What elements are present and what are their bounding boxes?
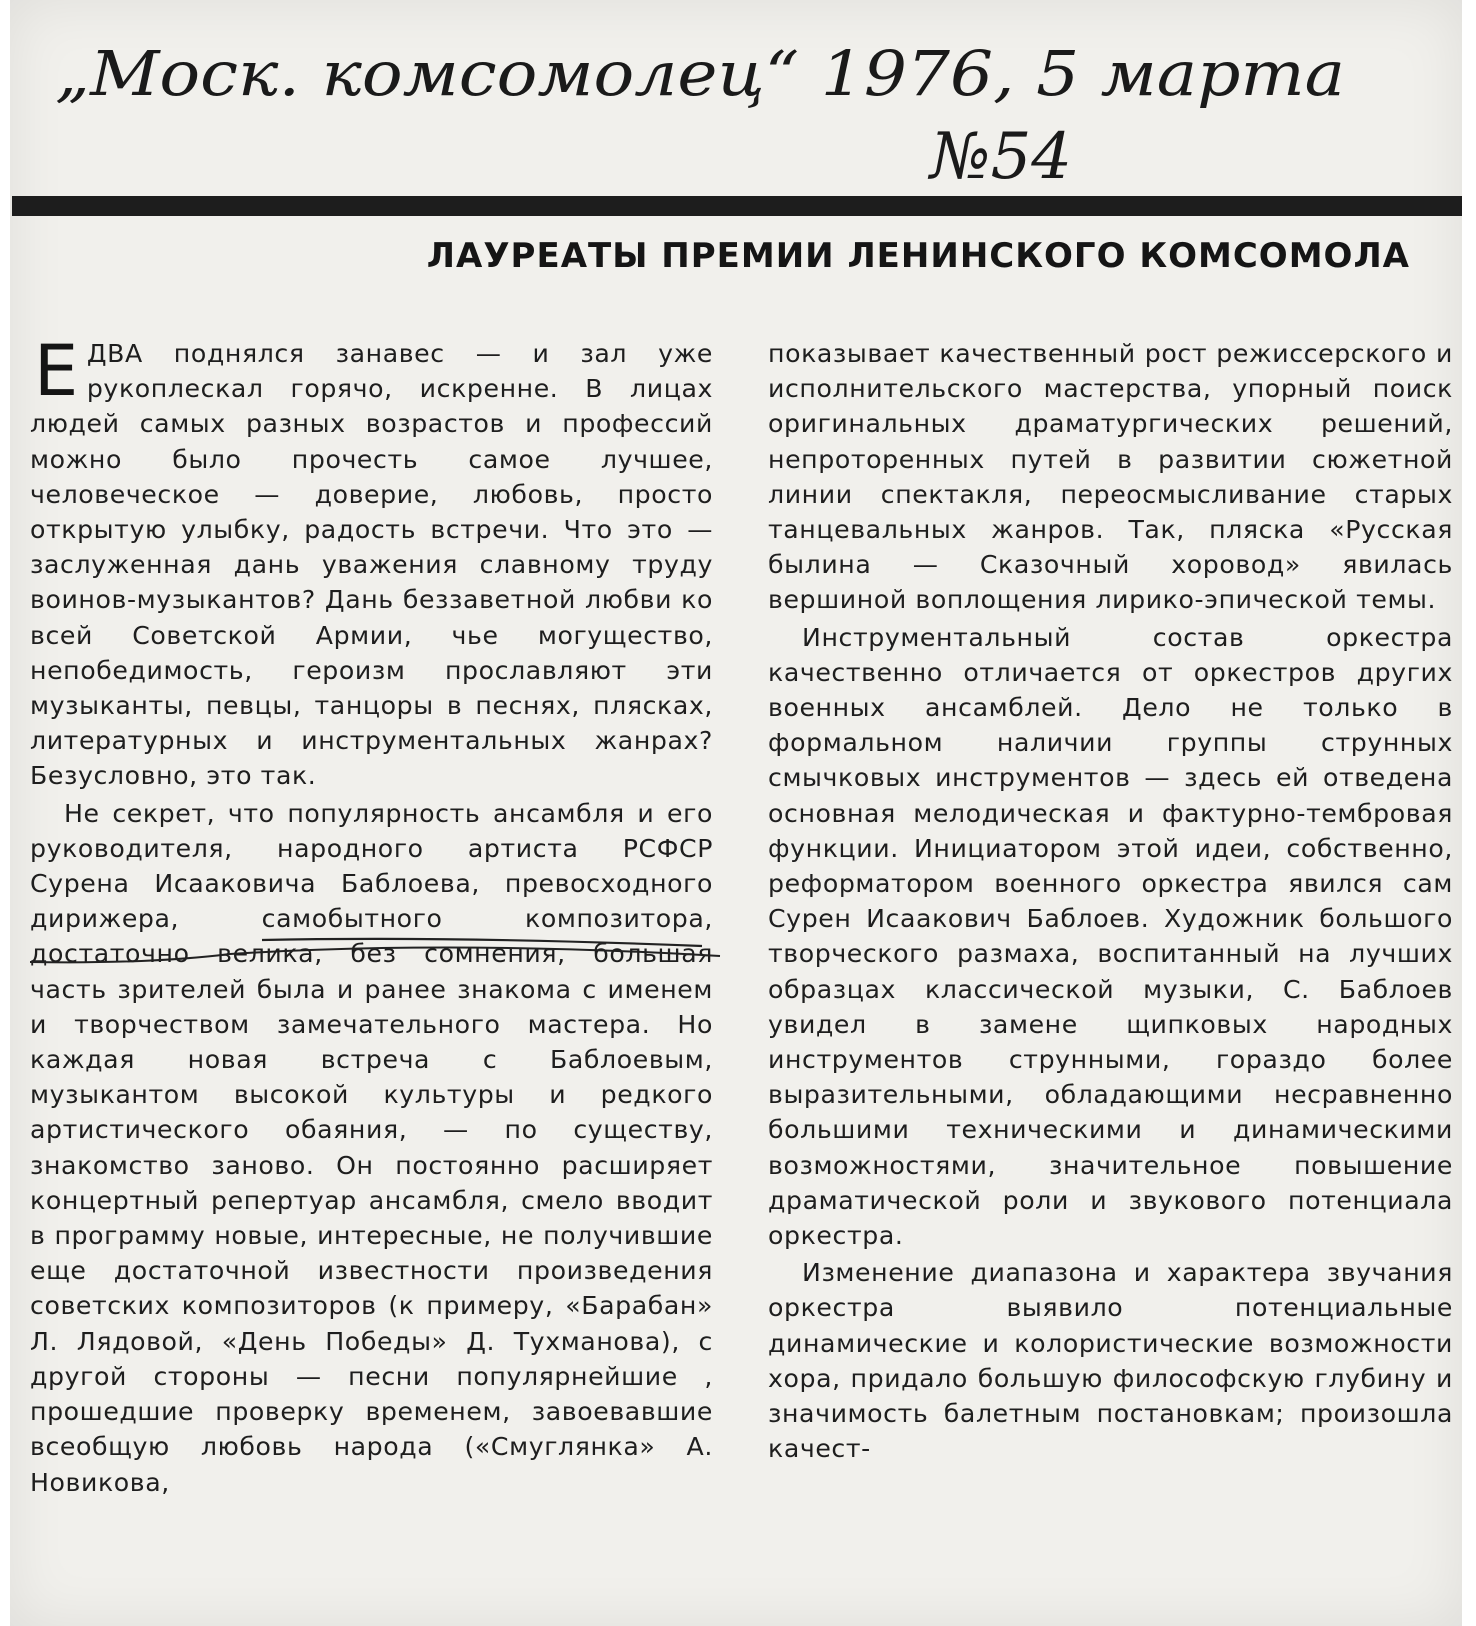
paragraph-5: Изменение диапазона и характера звучания оркестра выявило потенциальные динамические и колористические возможности хора, придало большую философскую глубину и значимость балетным постановкам; произошла качест- xyxy=(768,1258,1453,1464)
drop-cap: Е xyxy=(34,330,79,412)
article-column-left xyxy=(30,330,713,1500)
article-headline: ЛАУРЕАТЫ ПРЕМИИ ЛЕНИНСКОГО КОМСОМОЛА xyxy=(426,236,1410,276)
paragraph-2: Не секрет, что популярность ансамбля и его руководителя, народного артиста РСФСР Сурена Исааковича Баблоева, превосходного дирижера, самобытного композитора, достаточно велика, без сомнения, большая часть зрителей была и ранее знакома с именем и творчеством замечательного мастера. Но каждая новая встреча с Баблоевым, музыкантом высокой культуры и редкого артистического обаяния, — по существу, знакомство заново. Он постоянно расширяет концертный репертуар ансамбля, смело вводит в программу новые, интересные, не получившие еще достаточной известности произведения советских композиторов (к примеру, «Барабан» Л. Лядовой, «День Победы» Д. Тухманова), с другой стороны — песни популярнейшие , прошедшие проверку временем, завоевавшие всеобщую любовь народа («Смуглянка» А. Новикова, xyxy=(30,798,713,1497)
handwritten-annotation xyxy=(0,0,1476,200)
paragraph-1: ЕДВА поднялся занавес — и зал уже рукоплескал горячо, искренне. В лицах людей самых разных возрастов и профессий можно было прочесть самое лучшее, человеческое — доверие, любовь, просто открытую улыбку, радость встречи. Что это — заслуженная дань уважения славному труду воинов-музыкантов? Дань беззаветной любви ко всей Советской Армии, чье могущество, непобедимость, героизм прославляют эти музыканты, певцы, танцоры в песнях, плясках, литературных и инструментальных жанрах? Безусловно, это так. xyxy=(30,330,713,791)
handwritten-line-1: „Моск. комсомолец“ 1976, 5 марта xyxy=(55,37,1345,110)
paragraph-3: показывает качественный рост режиссерского и исполнительского мастерства, упорный поиск оригинальных драматургических решений, непроторенных путей в развитии сюжетной линии спектакля, переосмысливание старых танцевальных жанров. Так, пляска «Русская былина — Сказочный хоровод» явилась вершиной воплощения лирико-эпической темы. xyxy=(768,339,1453,615)
article-column-right xyxy=(768,336,1453,1467)
header-rule xyxy=(12,196,1462,216)
paragraph-4: Инструментальный состав оркестра качественно отличается от оркестров других военных ансамблей. Дело не только в формальном наличии группы струнных смычковых инструментов — здесь ей отведена основная мелодическая и фактурно-тембровая функции. Инициатором этой идеи, собственно, реформатором военного оркестра явился сам Сурен Исаакович Баблоев. Художник большого творческого размаха, воспитанный на лучших образцах классической музыки, С. Баблоев увидел в замене щипковых народных инструментов струнными, гораздо более выразительными, обладающими несравненно большими техническими и динамическими возможностями, значительное повышение драматической роли и звукового потенциала оркестра. xyxy=(768,622,1453,1251)
handwritten-line-2: №54 xyxy=(930,120,1072,194)
